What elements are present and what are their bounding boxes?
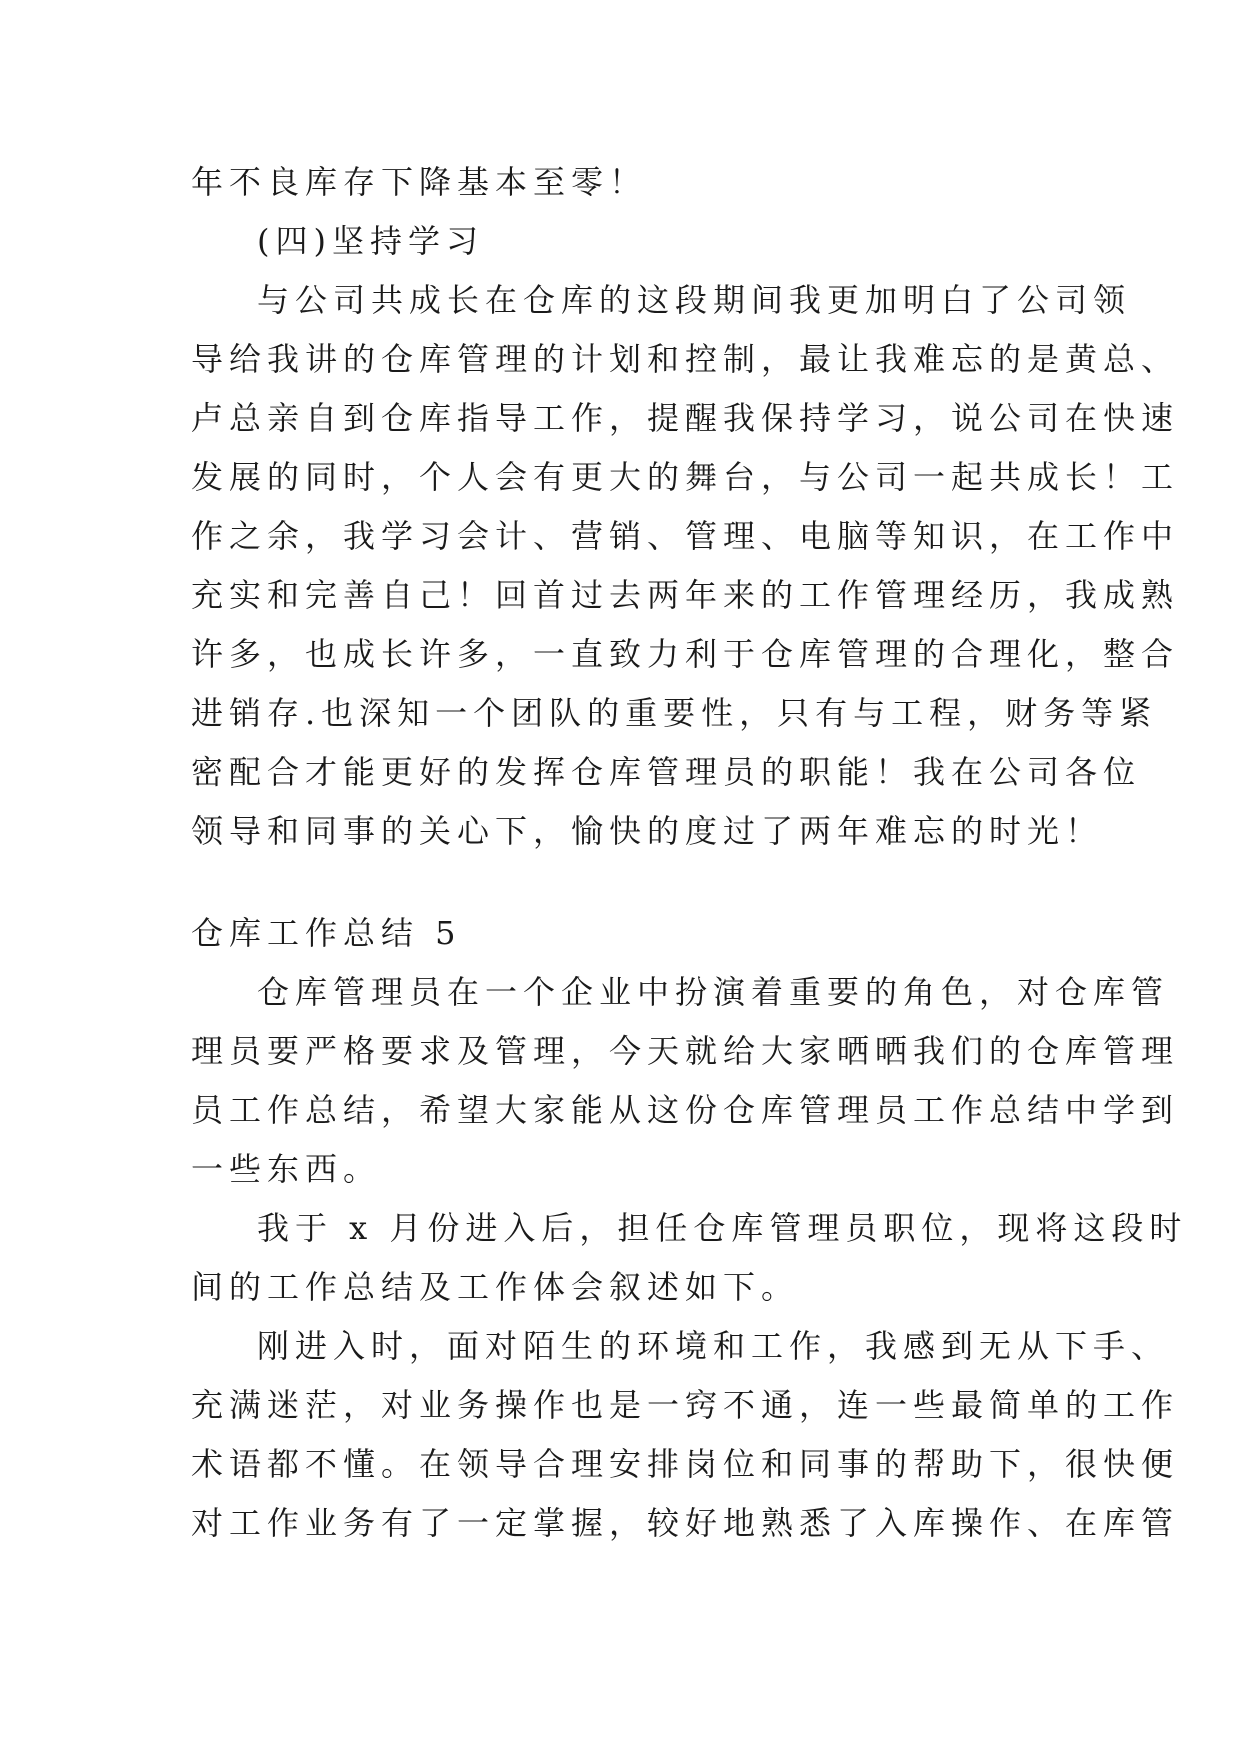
text-line: 作之余，我学习会计、营销、管理、电脑等知识，在工作中 [191, 517, 1180, 555]
section-prev-text [191, 153, 1180, 861]
text-line: 间的工作总结及工作体会叙述如下。 [191, 1268, 800, 1306]
text-line: 充满迷茫，对业务操作也是一窍不通，连一些最简单的工作 [191, 1386, 1180, 1424]
text-line: 员工作总结，希望大家能从这份仓库管理员工作总结中学到 [191, 1091, 1180, 1129]
text-line: 卢总亲自到仓库指导工作，提醒我保持学习，说公司在快速 [191, 399, 1180, 437]
text-line: 一些东西。 [191, 1150, 382, 1188]
section-5-text [191, 904, 1188, 1553]
text-line: 密配合才能更好的发挥仓库管理员的职能！我在公司各位 [191, 753, 1142, 791]
text-line: 充实和完善自己！回首过去两年来的工作管理经历，我成熟 [191, 576, 1180, 614]
text-line: 发展的同时，个人会有更大的舞台，与公司一起共成长！工 [191, 458, 1180, 496]
text-line: 刚进入时，面对陌生的环境和工作，我感到无从下手、 [257, 1327, 1170, 1365]
text-line: 年不良库存下降基本至零！ [191, 163, 648, 201]
text-line: 仓库管理员在一个企业中扮演着重要的角色，对仓库管 [257, 973, 1170, 1011]
text-line: 理员要严格要求及管理，今天就给大家晒晒我们的仓库管理 [191, 1032, 1180, 1070]
text-line: 术语都不懂。在领导合理安排岗位和同事的帮助下，很快便 [191, 1445, 1180, 1483]
text-line: 领导和同事的关心下，愉快的度过了两年难忘的时光！ [191, 812, 1104, 850]
text-line: 许多，也成长许多，一直致力利于仓库管理的合理化，整合 [191, 635, 1180, 673]
text-line: 与公司共成长在仓库的这段期间我更加明白了公司领 [257, 281, 1132, 319]
text-line: 进销存.也深知一个团队的重要性，只有与工程，财务等紧 [191, 694, 1158, 732]
text-line: 我于 x 月份进入后，担任仓库管理员职位，现将这段时 [257, 1209, 1188, 1247]
section-heading: 仓库工作总结 5 [191, 914, 462, 952]
subheading-keep-learning: (四)坚持学习 [257, 222, 484, 260]
text-line: 导给我讲的仓库管理的计划和控制，最让我难忘的是黄总、 [191, 340, 1180, 378]
text-line: 对工作业务有了一定掌握，较好地熟悉了入库操作、在库管 [191, 1504, 1180, 1542]
